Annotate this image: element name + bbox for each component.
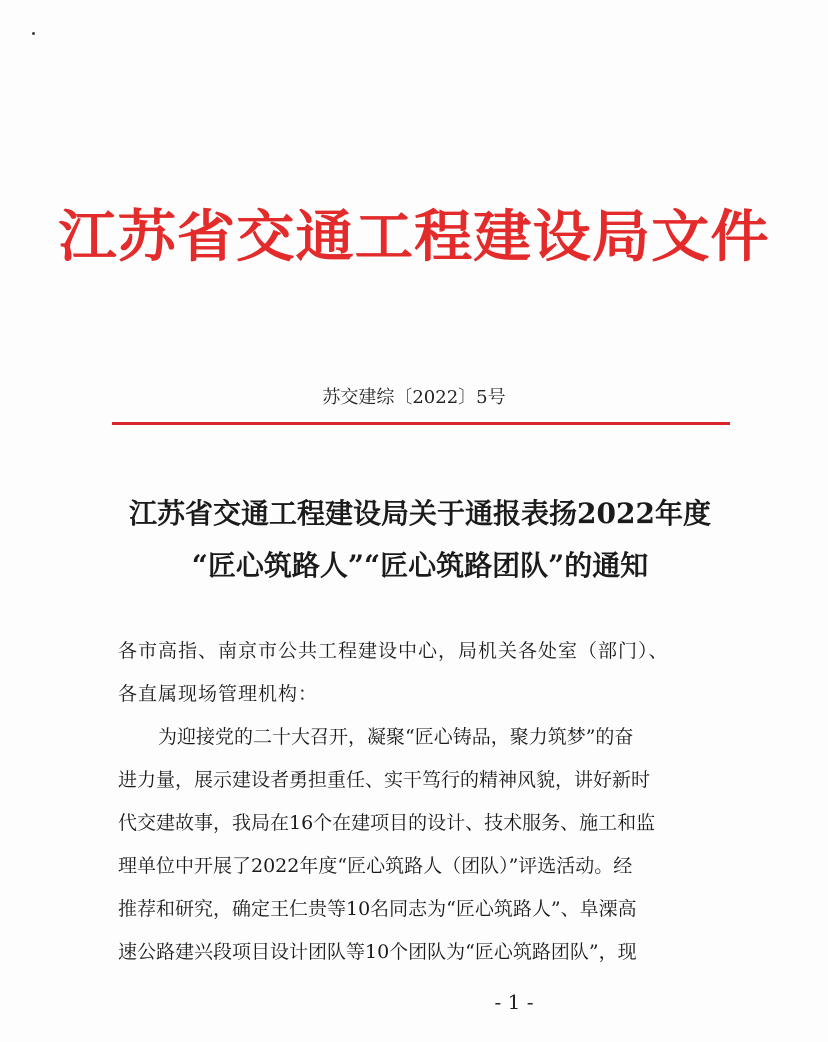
document-number: 苏交建综〔2022〕5号 bbox=[322, 387, 506, 408]
body-line: 推荐和研究，确定王仁贵等10名同志为“匠心筑路人”、阜溧高 bbox=[118, 898, 637, 920]
body-line: 进力量，展示建设者勇担重任、实干笃行的精神风貌，讲好新时 bbox=[118, 769, 651, 791]
notice-title-line-2: “匠心筑路人”“匠心筑路团队”的通知 bbox=[191, 549, 649, 582]
notice-title bbox=[90, 488, 750, 592]
body-line: 速公路建兴段项目设计团队等10个团队为“匠心筑路团队”，现 bbox=[118, 941, 637, 963]
body-line: 为迎接党的二十大召开，凝聚“匠心铸品，聚力筑梦”的奋 bbox=[158, 726, 634, 748]
red-divider-line bbox=[112, 422, 730, 425]
notice-title-line-1: 江苏省交通工程建设局关于通报表扬2022年度 bbox=[129, 497, 711, 530]
body-paragraph bbox=[118, 716, 718, 974]
body-line: 理单位中开展了2022年度“匠心筑路人（团队）”评选活动。经 bbox=[118, 855, 633, 877]
addressee-line-1: 各市高指、南京市公共工程建设中心，局机关各处室（部门）、 bbox=[118, 640, 669, 662]
body-line: 代交建故事，我局在16个在建项目的设计、技术服务、施工和监 bbox=[118, 812, 656, 834]
addressee-block bbox=[118, 630, 718, 716]
page-number: - 1 - bbox=[494, 990, 534, 1014]
addressee-line-2: 各直属现场管理机构： bbox=[118, 683, 319, 705]
letterhead-title: 江苏省交通工程建设局文件 bbox=[58, 205, 770, 270]
scan-speck bbox=[32, 32, 35, 35]
